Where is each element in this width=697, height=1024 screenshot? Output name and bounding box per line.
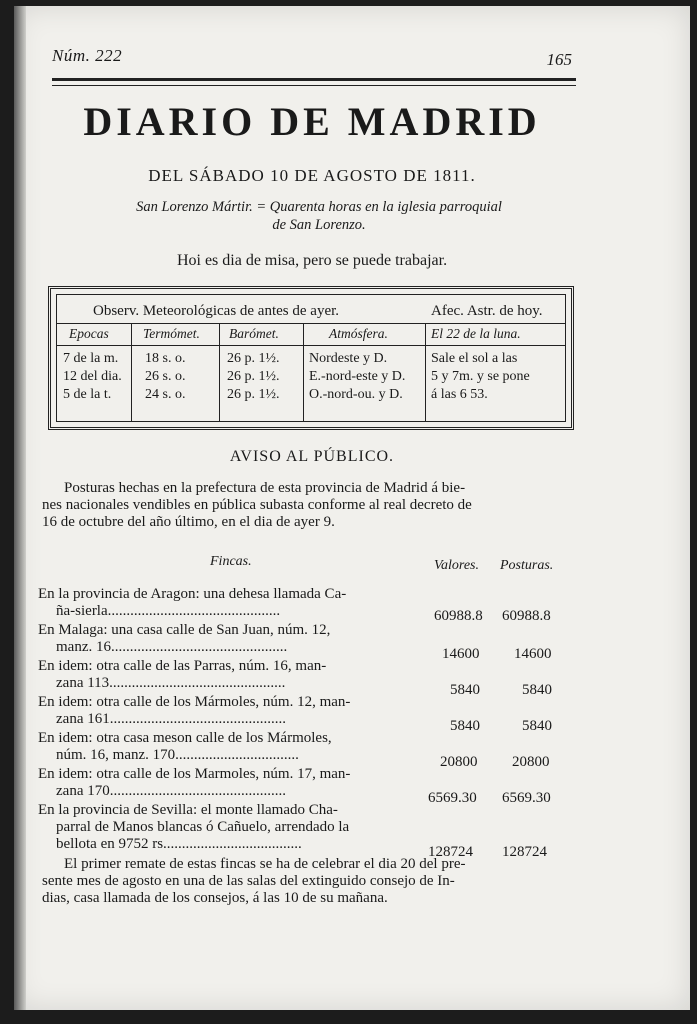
finca-entry bbox=[38, 694, 438, 728]
atmos-cell: Nordeste y D. bbox=[309, 351, 388, 366]
finca-postura: 128724 bbox=[502, 844, 547, 860]
col-termometro: Termómet. bbox=[143, 326, 200, 341]
dateline: DEL SÁBADO 10 DE AGOSTO DE 1811. bbox=[148, 166, 476, 185]
col-atmosfera: Atmósfera. bbox=[329, 326, 388, 341]
finca-desc-cont: núm. 16, manz. 170................................. bbox=[56, 747, 299, 763]
issue-number: Núm. 222 bbox=[52, 46, 123, 65]
termo-cell: 26 s. o. bbox=[145, 369, 186, 384]
termo-cell: 24 s. o. bbox=[145, 387, 186, 402]
finca-valor: 20800 bbox=[440, 754, 478, 770]
finca-desc: En la provincia de Sevilla: el monte llamado Cha- bbox=[38, 802, 338, 818]
finca-postura: 20800 bbox=[512, 754, 550, 770]
finca-entry bbox=[38, 766, 438, 800]
finca-entry bbox=[38, 622, 438, 656]
finca-desc: En idem: otra calle de las Parras, núm. 16, man- bbox=[38, 658, 327, 674]
finca-desc: En idem: otra casa meson calle de los Mármoles, bbox=[38, 730, 332, 746]
col-fincas-header: Fincas. bbox=[210, 554, 252, 569]
baro-cell: 26 p. 1½. bbox=[227, 369, 280, 384]
finca-desc-cont: zana 161............................................... bbox=[56, 711, 286, 727]
finca-desc-cont: parral de Manos blancas ó Cañuelo, arrendado la bbox=[56, 819, 350, 835]
finca-entry bbox=[38, 730, 438, 764]
epoca-cell: 7 de la m. bbox=[63, 351, 119, 366]
finca-valor: 5840 bbox=[450, 718, 480, 734]
finca-postura: 5840 bbox=[522, 718, 552, 734]
meteo-rule-top bbox=[57, 323, 565, 324]
astro-line: á las 6 53. bbox=[431, 387, 488, 402]
col-epocas: Epocas bbox=[69, 326, 109, 341]
atmos-cell: E.-nord-este y D. bbox=[309, 369, 406, 384]
epoca-cell: 5 de la t. bbox=[63, 387, 112, 402]
meteo-table-inner bbox=[56, 294, 566, 422]
intro-line: Posturas hechas en la prefectura de esta provincia de Madrid á bie- bbox=[64, 480, 466, 496]
saint-line-1: San Lorenzo Mártir. = Quarenta horas en la iglesia parroquial bbox=[136, 199, 502, 215]
meteo-divider bbox=[219, 323, 220, 421]
termo-cell: 18 s. o. bbox=[145, 351, 186, 366]
meteo-rule-header bbox=[57, 345, 565, 346]
finca-desc-cont: ña-sierla.............................................. bbox=[56, 603, 281, 619]
aviso-heading: AVISO AL PÚBLICO. bbox=[229, 448, 395, 465]
finca-entry bbox=[38, 658, 438, 692]
closing-line: dias, casa llamada de los consejos, á las 10 de su mañana. bbox=[42, 890, 388, 906]
finca-desc-cont: zana 113............................................... bbox=[56, 675, 286, 691]
finca-desc: En idem: otra calle de los Mármoles, núm. 12, man- bbox=[38, 694, 351, 710]
finca-postura: 5840 bbox=[522, 682, 552, 698]
astro-line: Sale el sol a las bbox=[431, 351, 518, 366]
finca-valor: 5840 bbox=[450, 682, 480, 698]
finca-desc: En Malaga: una casa calle de San Juan, núm. 12, bbox=[38, 622, 331, 638]
meteo-table bbox=[48, 286, 574, 430]
finca-postura: 60988.8 bbox=[502, 608, 551, 624]
finca-desc-cont: manz. 16............................................... bbox=[56, 639, 288, 655]
saint-of-day bbox=[74, 198, 564, 234]
epoca-cell: 12 del dia. bbox=[63, 369, 122, 384]
mass-notice: Hoi es dia de misa, pero se puede trabajar. bbox=[176, 252, 448, 269]
intro-line: 16 de octubre del año último, en el dia de ayer 9. bbox=[42, 514, 335, 530]
finca-desc-cont: bellota en 9752 rs..................................... bbox=[56, 836, 302, 852]
baro-cell: 26 p. 1½. bbox=[227, 387, 280, 402]
finca-postura: 14600 bbox=[514, 646, 552, 662]
meteo-divider bbox=[131, 323, 132, 421]
col-posturas-header: Posturas. bbox=[500, 558, 554, 573]
closing-line: El primer remate de estas fincas se ha de celebrar el dia 20 del pre- bbox=[64, 856, 466, 872]
col-barometro: Barómet. bbox=[229, 326, 279, 341]
col-luna: El 22 de la luna. bbox=[431, 326, 521, 341]
meteo-heading: Observ. Meteorológicas de antes de ayer. bbox=[93, 303, 340, 319]
intro-paragraph bbox=[42, 480, 576, 531]
finca-valor: 6569.30 bbox=[428, 790, 477, 806]
closing-line: sente mes de agosto en una de las salas del extinguido consejo de In- bbox=[42, 873, 455, 889]
intro-line: nes nacionales vendibles en pública subasta conforme al real decreto de bbox=[42, 497, 472, 513]
meteo-divider bbox=[303, 323, 304, 421]
meteo-divider bbox=[425, 323, 426, 421]
binding-spine bbox=[14, 6, 26, 1010]
finca-entry-sevilla bbox=[38, 802, 438, 853]
finca-entry bbox=[38, 586, 438, 620]
astro-line: 5 y 7m. y se pone bbox=[431, 369, 530, 384]
finca-valor: 128724 bbox=[428, 844, 473, 860]
finca-desc-cont: zana 170............................................... bbox=[56, 783, 286, 799]
finca-desc: En idem: otra calle de los Marmoles, núm. 17, man- bbox=[38, 766, 351, 782]
newspaper-page bbox=[14, 6, 690, 1010]
finca-desc: En la provincia de Aragon: una dehesa llamada Ca- bbox=[38, 586, 347, 602]
astro-heading: Afec. Astr. de hoy. bbox=[431, 303, 543, 319]
closing-paragraph bbox=[42, 856, 576, 907]
baro-cell: 26 p. 1½. bbox=[227, 351, 280, 366]
saint-line-2: de San Lorenzo. bbox=[272, 217, 366, 233]
finca-postura: 6569.30 bbox=[502, 790, 551, 806]
newspaper-title: DIARIO DE MADRID bbox=[83, 99, 541, 144]
finca-valor: 14600 bbox=[442, 646, 480, 662]
col-valores-header: Valores. bbox=[434, 558, 479, 573]
page-number: 165 bbox=[546, 50, 572, 69]
finca-valor: 60988.8 bbox=[434, 608, 483, 624]
header-rule bbox=[52, 78, 576, 86]
atmos-cell: O.-nord-ou. y D. bbox=[309, 387, 403, 402]
